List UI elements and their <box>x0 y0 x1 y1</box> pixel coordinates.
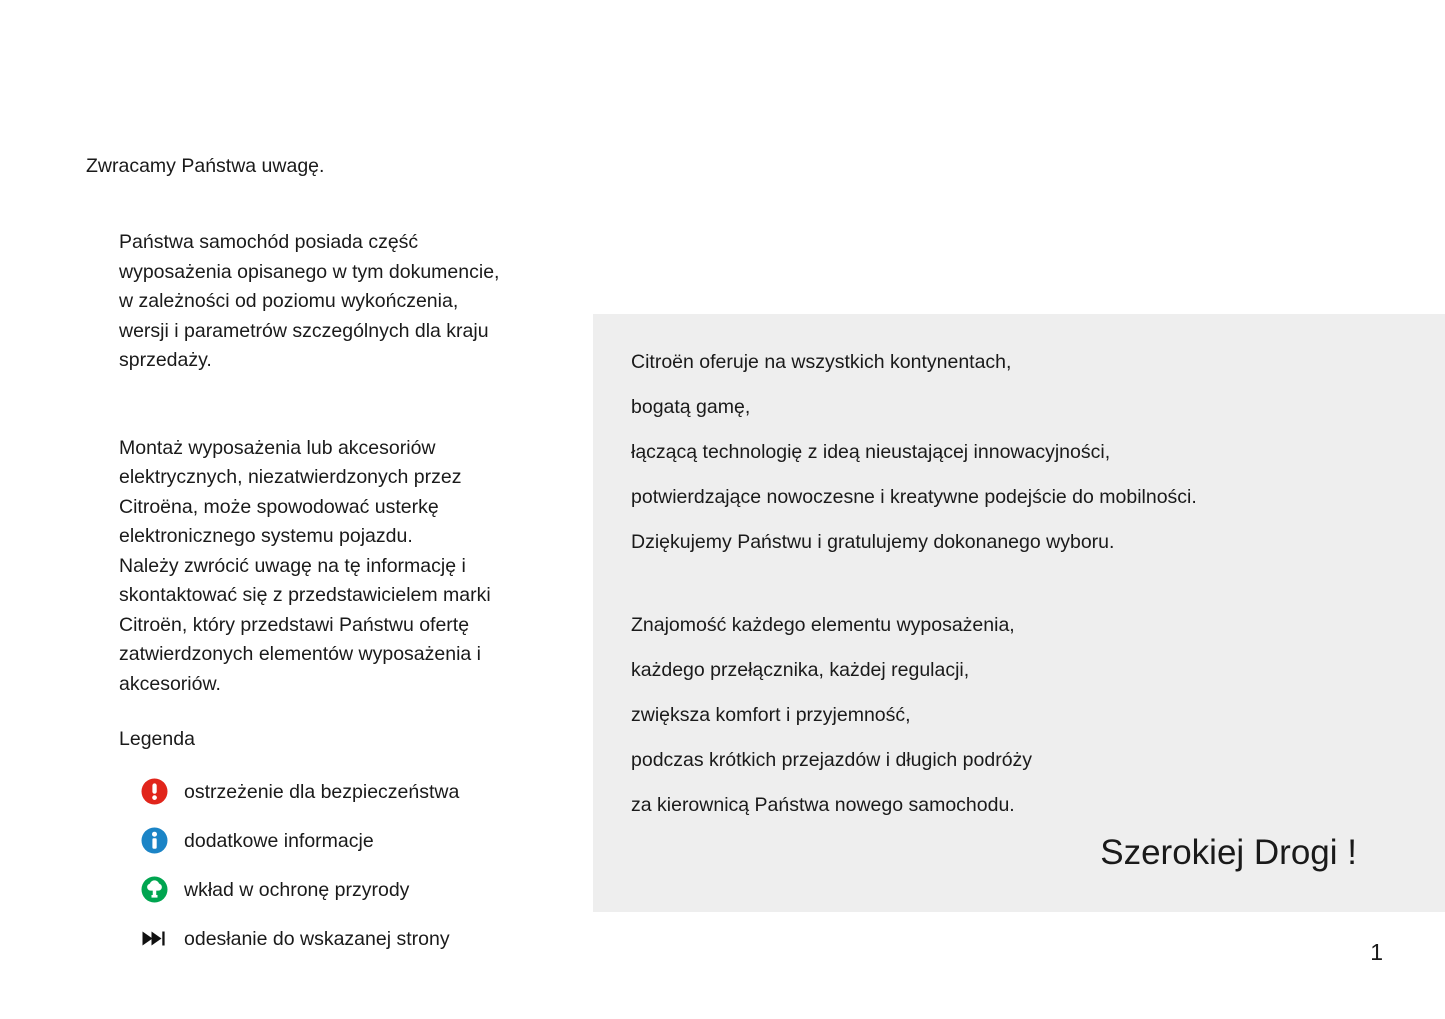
text-line: elektrycznych, niezatwierdzonych przez <box>119 466 462 488</box>
warning-exclamation-icon <box>141 778 168 805</box>
paragraph-electrical-warning <box>119 434 566 700</box>
page-number: 1 <box>1370 939 1383 965</box>
text-line: elektronicznego systemu pojazdu. <box>119 525 413 547</box>
text-line: wyposażenia opisanego w tym dokumencie, <box>119 260 500 283</box>
tagline: Szerokiej Drogi ! <box>1100 833 1357 872</box>
text-line: w zależności od poziomu wykończenia, <box>119 290 459 312</box>
legend-item-warning <box>141 767 566 816</box>
text-line: zatwierdzonych elementów wyposażenia i <box>119 643 482 665</box>
information-icon <box>141 827 168 854</box>
legend-item-information <box>141 816 566 865</box>
legend-section <box>119 725 566 963</box>
legend-item-page-reference <box>141 914 566 963</box>
legend-item-environment <box>141 865 566 914</box>
text-line: Citroëna, może spowodować usterkę <box>119 495 439 518</box>
tree-environment-icon <box>141 876 168 903</box>
notice-heading: Zwracamy Państwa uwagę. <box>86 155 325 177</box>
text-line: potwierdzające nowoczesne i kreatywne podejście do mobilności. <box>631 486 1197 508</box>
brand-message-content <box>631 349 1425 837</box>
spacer <box>86 376 566 434</box>
text-line: Dziękujemy Państwu i gratulujemy dokonanego wyboru. <box>631 531 1115 553</box>
text-line: Citroën oferuje na wszystkich kontynentach, <box>631 351 1012 373</box>
spacer <box>631 574 1425 612</box>
paragraph-equipment-scope <box>119 228 566 376</box>
text-line: podczas krótkich przejazdów i długich podróży <box>631 749 1033 771</box>
text-line: Montaż wyposażenia lub akcesoriów <box>119 436 436 459</box>
brand-message-block-two <box>631 612 1425 818</box>
text-line: Citroën, który przedstawi Państwu ofertę <box>119 613 470 636</box>
left-text-column <box>86 152 566 963</box>
text-line: łączącą technologię z ideą nieustającej innowacyjności, <box>631 441 1111 463</box>
page-reference-forward-icon <box>141 925 168 952</box>
text-line: Należy zwrócić uwagę na tę informację i <box>119 554 466 577</box>
brand-message-block-one <box>631 349 1425 555</box>
legend-item-label: dodatkowe informacje <box>184 829 374 852</box>
text-line: wersji i parametrów szczególnych dla kraju <box>119 319 489 342</box>
text-line: skontaktować się z przedstawicielem marki <box>119 584 491 606</box>
text-line: każdego przełącznika, każdej regulacji, <box>631 659 970 681</box>
text-line: Znajomość każdego elementu wyposażenia, <box>631 614 1015 636</box>
brand-message-panel <box>593 314 1445 912</box>
text-line: sprzedaży. <box>119 349 212 371</box>
text-line: bogatą gamę, <box>631 396 751 418</box>
legend-item-label: odesłanie do wskazanej strony <box>184 927 450 950</box>
legend-item-label: ostrzeżenie dla bezpieczeństwa <box>184 780 460 803</box>
text-line: akcesoriów. <box>119 672 221 695</box>
text-line: Państwa samochód posiada część <box>119 231 419 253</box>
text-line: za kierownicą Państwa nowego samochodu. <box>631 794 1015 816</box>
legend-item-label: wkład w ochronę przyrody <box>184 878 410 901</box>
legend-title: Legenda <box>119 728 195 750</box>
text-line: zwiększa komfort i przyjemność, <box>631 704 911 726</box>
spacer <box>86 699 566 725</box>
spacer <box>86 180 566 228</box>
